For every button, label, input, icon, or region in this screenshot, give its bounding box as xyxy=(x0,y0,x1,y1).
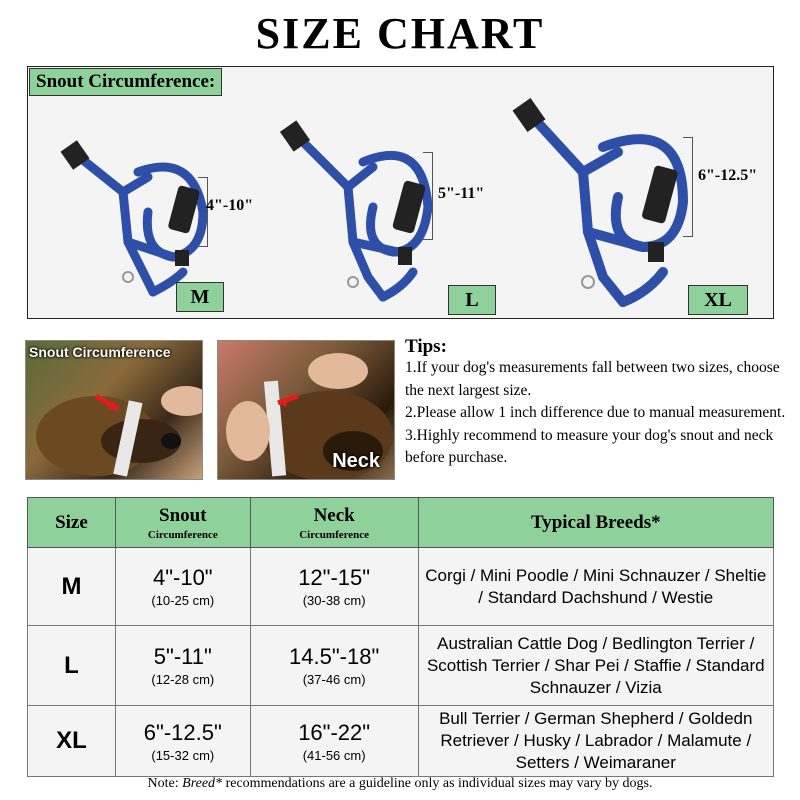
footnote-text: recommendations are a guideline only as individual sizes may vary by dogs. xyxy=(222,776,653,791)
snout-measuring-photo xyxy=(25,340,203,480)
footnote-italic: Breed* xyxy=(182,776,223,791)
row-breeds: Corgi / Mini Poodle / Mini Schnauzer / Sheltie / Standard Dachshund / Westie xyxy=(418,548,773,626)
row-neck xyxy=(250,548,418,626)
measure-line-l xyxy=(423,152,433,240)
tip-item: 2.Please allow 1 inch difference due to manual measurement. xyxy=(405,404,786,421)
row-size: M xyxy=(28,548,116,626)
snout-inches: 5"-11" xyxy=(153,644,212,669)
page-title: SIZE CHART xyxy=(255,9,545,58)
row-neck xyxy=(250,706,418,777)
snout-inches: 4"-10" xyxy=(152,565,213,590)
measure-line-xl xyxy=(683,137,693,237)
row-snout xyxy=(115,626,250,706)
table-row xyxy=(28,706,774,777)
header-snout xyxy=(115,498,250,548)
table-row xyxy=(28,548,774,626)
snout-circumference-caption: Snout Circumference xyxy=(29,344,171,360)
neck-cm: (30-38 cm) xyxy=(302,593,366,608)
neck-inches: 12"-15" xyxy=(298,565,371,590)
neck-inches: 16"-22" xyxy=(298,719,371,745)
neck-inches: 14.5"-18" xyxy=(289,644,380,669)
snout-cm: (15-32 cm) xyxy=(151,747,215,763)
header-breeds: Typical Breeds* xyxy=(418,498,773,548)
snout-cm: (10-25 cm) xyxy=(151,593,215,608)
row-breeds: Bull Terrier / German Shepherd / Goldedn Retriever / Husky / Labrador / Malamute / Setters / Weimaraner xyxy=(418,706,773,777)
header-neck-label: Neck xyxy=(313,504,355,526)
header-snout-sub: Circumference xyxy=(147,528,218,541)
neck-measuring-photo xyxy=(217,340,395,480)
snout-circumference-panel xyxy=(27,66,774,319)
tips-title: Tips: xyxy=(405,336,447,357)
size-badge-m: M xyxy=(176,282,224,312)
tip-item: 3.Highly recommend to measure your dog's snout and neck before purchase. xyxy=(405,426,774,466)
row-size: XL xyxy=(28,706,116,777)
neck-cm: (37-46 cm) xyxy=(302,672,366,687)
size-table xyxy=(27,497,774,777)
header-snout-label: Snout xyxy=(159,504,207,526)
table-header-row xyxy=(28,498,774,548)
header-neck-sub: Circumference xyxy=(299,528,370,541)
neck-caption: Neck xyxy=(332,450,380,472)
footnote xyxy=(0,776,800,792)
tip-item: 1.If your dog's measurements fall between two sizes, choose the next largest size. xyxy=(405,359,780,399)
row-snout xyxy=(115,548,250,626)
size-badge-xl: XL xyxy=(688,285,748,315)
halter-image-xl xyxy=(503,92,703,317)
row-snout xyxy=(115,706,250,777)
row-neck xyxy=(250,626,418,706)
table-row xyxy=(28,626,774,706)
measurement-xl: 6"-12.5" xyxy=(698,167,758,184)
neck-cm: (41-56 cm) xyxy=(302,747,366,763)
measurement-l: 5"-11" xyxy=(438,185,485,202)
snout-inches: 6"-12.5" xyxy=(143,719,222,745)
header-neck xyxy=(250,498,418,548)
snout-circumference-label: Snout Circumference: xyxy=(29,68,222,96)
size-badge-l: L xyxy=(448,285,496,315)
header-size: Size xyxy=(28,498,116,548)
halter-image-l xyxy=(273,112,443,312)
measurement-m: 4"-10" xyxy=(206,197,254,214)
row-breeds: Australian Cattle Dog / Bedlington Terrier / Scottish Terrier / Shar Pei / Staffie / Standard Schnauzer / Vizia xyxy=(418,626,773,706)
footnote-prefix: Note: xyxy=(147,776,183,791)
tips-section xyxy=(405,337,795,470)
dog-snout-illustration xyxy=(26,341,203,480)
snout-cm: (12-28 cm) xyxy=(151,672,215,687)
row-size: L xyxy=(28,626,116,706)
